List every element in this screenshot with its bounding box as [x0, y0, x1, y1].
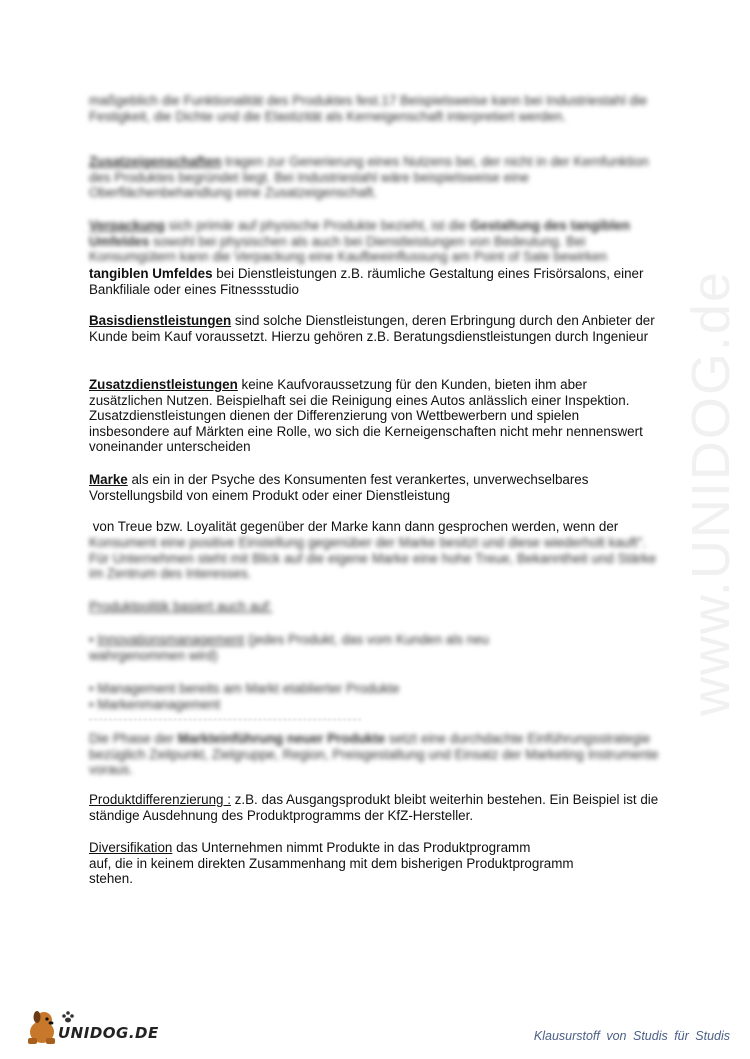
- paragraph-text: als ein in der Psyche des Konsumenten fest verankertes, unverwechselbares Vorstellungsbild von einem Produkt oder einer Dienstleistung: [89, 472, 589, 503]
- paragraph-blurred-produktpolitik: Produktpolitik basiert auch auf:: [89, 599, 273, 614]
- term-zusatzeigenschaften: Zusatzeigenschaften: [89, 154, 222, 169]
- paragraph-diversifikation: [89, 840, 659, 887]
- bold-text: Gestaltung des tangiblen Umfeldes: [89, 218, 631, 249]
- term-basisdienstleistungen: Basisdienstleistungen: [89, 313, 232, 328]
- paragraph-produktdifferenzierung: [89, 792, 659, 823]
- term-innovationsmanagement: Innovationsmanagement: [97, 632, 245, 647]
- bold-text: Markteinführung neuer Produkte: [177, 731, 386, 746]
- paragraph-text: setzt eine durchdachte Einführungsstrategie bezüglich Zeitpunkt, Zielgruppe, Region, Preisgestaltung und Einsatz der Marketing Instrumente voraus.: [89, 731, 659, 778]
- paragraph-blurred-3: [89, 218, 659, 265]
- logo-text: UNIDOG.DE: [58, 1024, 159, 1042]
- divider: [89, 719, 361, 720]
- paragraph-text: sowohl bei physischen als auch bei Dienstleistungen von Bedeutung. Bei Konsumgütern kann die Verpackung eine Kaufbeeinflussung am Point of Sale bewirken: [89, 233, 608, 265]
- bullet-markenmanagement: • Markenmanagement: [89, 697, 221, 712]
- paragraph-tangiblen-umfeldes: [89, 266, 659, 297]
- paragraph-text: (jedes Produkt, das vom Kunden als neu wahrgenommen wird): [89, 632, 489, 663]
- bullet-innovationsmanagement: [89, 632, 519, 663]
- term-diversifikation: Diversifikation: [89, 840, 173, 855]
- paragraph-text: Die Phase der: [89, 731, 178, 746]
- diversifikation-line-1: [89, 840, 659, 856]
- paragraph-blurred-2: [89, 154, 659, 201]
- paragraph-text: sind solche Dienstleistungen, deren Erbringung durch den Anbieter der Kunde beim Kauf voraussetzt. Hierzu gehören z.B. Beratungsdienstleistungen durch Ingenieur: [89, 313, 655, 344]
- paragraph-blurred-1: maßgeblich die Funktionalität des Produktes fest.17 Beispielsweise kann bei Industriestahl die Festigkeit, die Dichte und die Elastizität als Kerneigenschaft interpretiert werden.: [89, 93, 648, 124]
- term-verpackung: Verpackung: [89, 218, 165, 233]
- paragraph-basisdienstleistungen: [89, 313, 659, 344]
- term-zusatzdienstleistungen: Zusatzdienstleistungen: [89, 377, 238, 392]
- paragraph-text: sich primär auf physische Produkte bezieht, ist die: [164, 218, 471, 233]
- paragraph-treue-line: von Treue bzw. Loyalität gegenüber der Marke kann dann gesprochen werden, wenn der: [89, 519, 619, 534]
- footer-tagline: Klausurstoff von Studis für Studis: [533, 1029, 730, 1043]
- term-marke: Marke: [89, 472, 128, 487]
- paragraph-text: tragen zur Generierung eines Nutzens bei, der nicht in der Kernfunktion des Produktes begründet liegt. Bei Industriestahl wäre beispielsweise eine Oberflächenbehandlung eine Zusatzeigenschaft.: [89, 154, 649, 201]
- bullet-dot: •: [89, 632, 98, 647]
- paragraph-marke: [89, 472, 659, 503]
- watermark: www.UNIDOG.de: [681, 270, 741, 717]
- paragraph-text: das Unternehmen nimmt Produkte in das Produktprogramm: [172, 840, 531, 855]
- bold-text: tangiblen Umfeldes: [89, 266, 213, 281]
- paragraph-zusatzdienstleistungen: [89, 377, 659, 455]
- paragraph-blurred-treue: Konsument eine positive Einstellung gegenüber der Marke besitzt und diese wiederholt kauft". Für Unternehmen steht mit Blick auf die eigene Marke eine hohe Treue, Bekanntheit und Stärke im Zentrum des Interesses.: [89, 535, 657, 582]
- paragraph-text: bei Dienstleistungen z.B. räumliche Gestaltung eines Frisörsalons, einer Bankfiliale oder eines Fitnessstudio: [89, 266, 644, 297]
- paragraph-text: z.B. das Ausgangsprodukt bleibt weiterhin bestehen. Ein Beispiel ist die ständige Ausdehnung des Produktprogramms der KfZ-Hersteller.: [89, 792, 659, 823]
- term-produktdifferenzierung: Produktdifferenzierung :: [89, 792, 231, 807]
- diversifikation-line-2: auf, die in keinem direkten Zusammenhang mit dem bisherigen Produktprogramm: [89, 855, 574, 871]
- paragraph-blurred-markteinfuehrung: [89, 731, 659, 778]
- diversifikation-line-3: stehen.: [89, 871, 133, 887]
- bullet-management: • Management bereits am Markt etablierter Produkte: [89, 681, 400, 696]
- paragraph-text: keine Kaufvoraussetzung für den Kunden, bieten ihm aber zusätzlichen Nutzen. Beispielhaft sei die Reinigung eines Autos anlässlich einer Inspektion. Zusatzdienstleistungen dienen der Differenzierung von Wettbewerbern und spielen insbesondere auf Märkten eine Rolle, wo sich die Kerneigenschaften nicht mehr nennenswert voneinander unterscheiden: [89, 377, 643, 455]
